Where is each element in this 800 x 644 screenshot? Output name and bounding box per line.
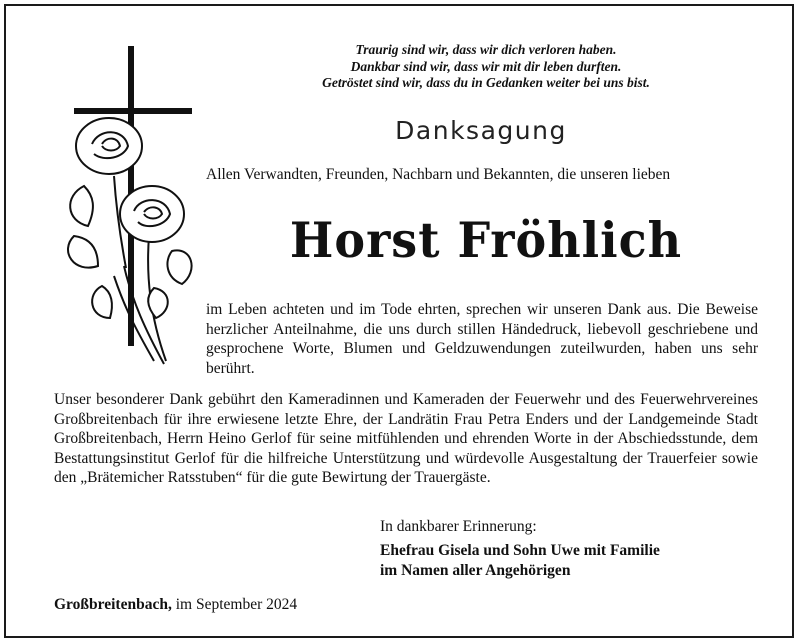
motto-line: Dankbar sind wir, dass wir mit dir leben durften. (350, 58, 622, 74)
heading-danksagung: Danksagung (395, 116, 567, 145)
place: Großbreitenbach, (54, 596, 172, 613)
deceased-name: Horst Fröhlich (289, 211, 683, 269)
thanks-paragraph-1: im Leben achteten und im Tode ehrten, sprechen wir unseren Dank aus. Die Beweise herzlicher Anteilnahme, die uns durch stillen Händedruck, liebevoll geschriebene und gesprochene Worte, Blumen und Geldzuwendungen zuteilwurden, haben uns sehr berührt. (206, 301, 758, 377)
motto-verse (246, 42, 726, 92)
date: im September 2024 (171, 596, 298, 613)
motto-line: Getröstet sind wir, dass du in Gedanken weiter bei uns bist. (322, 75, 650, 90)
signers (380, 541, 660, 580)
cross-and-roses-illustration (54, 36, 204, 366)
intro-text: Allen Verwandten, Freunden, Nachbarn und Bekannten, die unseren lieben (206, 166, 671, 183)
motto-line: Traurig sind wir, dass wir dich verloren haben. (355, 42, 617, 57)
signer-line: im Namen aller Angehörigen (380, 561, 571, 579)
remembrance-line: In dankbarer Erinnerung: (380, 518, 537, 535)
signer-line: Ehefrau Gisela und Sohn Uwe mit Familie (380, 542, 660, 559)
obituary-frame (4, 4, 794, 638)
thanks-paragraph-2: Unser besonderer Dank gebührt den Kameradinnen und Kameraden der Feuerwehr und des Feuerwehrvereines Großbreitenbach für ihre erwiesene letzte Ehre, der Landrätin Frau Petra Enders und der Landgemeinde Stadt Großbreitenbach, Herrn Heino Gerlof für seine mitfühlenden und ehrenden Worte in der Abschiedsstunde, dem Bestattungsinstitut Gerlof für die hilfreiche Unterstützung und würdevolle Ausgestaltung der Trauerfeier sowie den „Brätemicher Ratsstuben“ für die gute Bewirtung der Trauergäste. (54, 391, 758, 486)
place-date (54, 596, 297, 614)
